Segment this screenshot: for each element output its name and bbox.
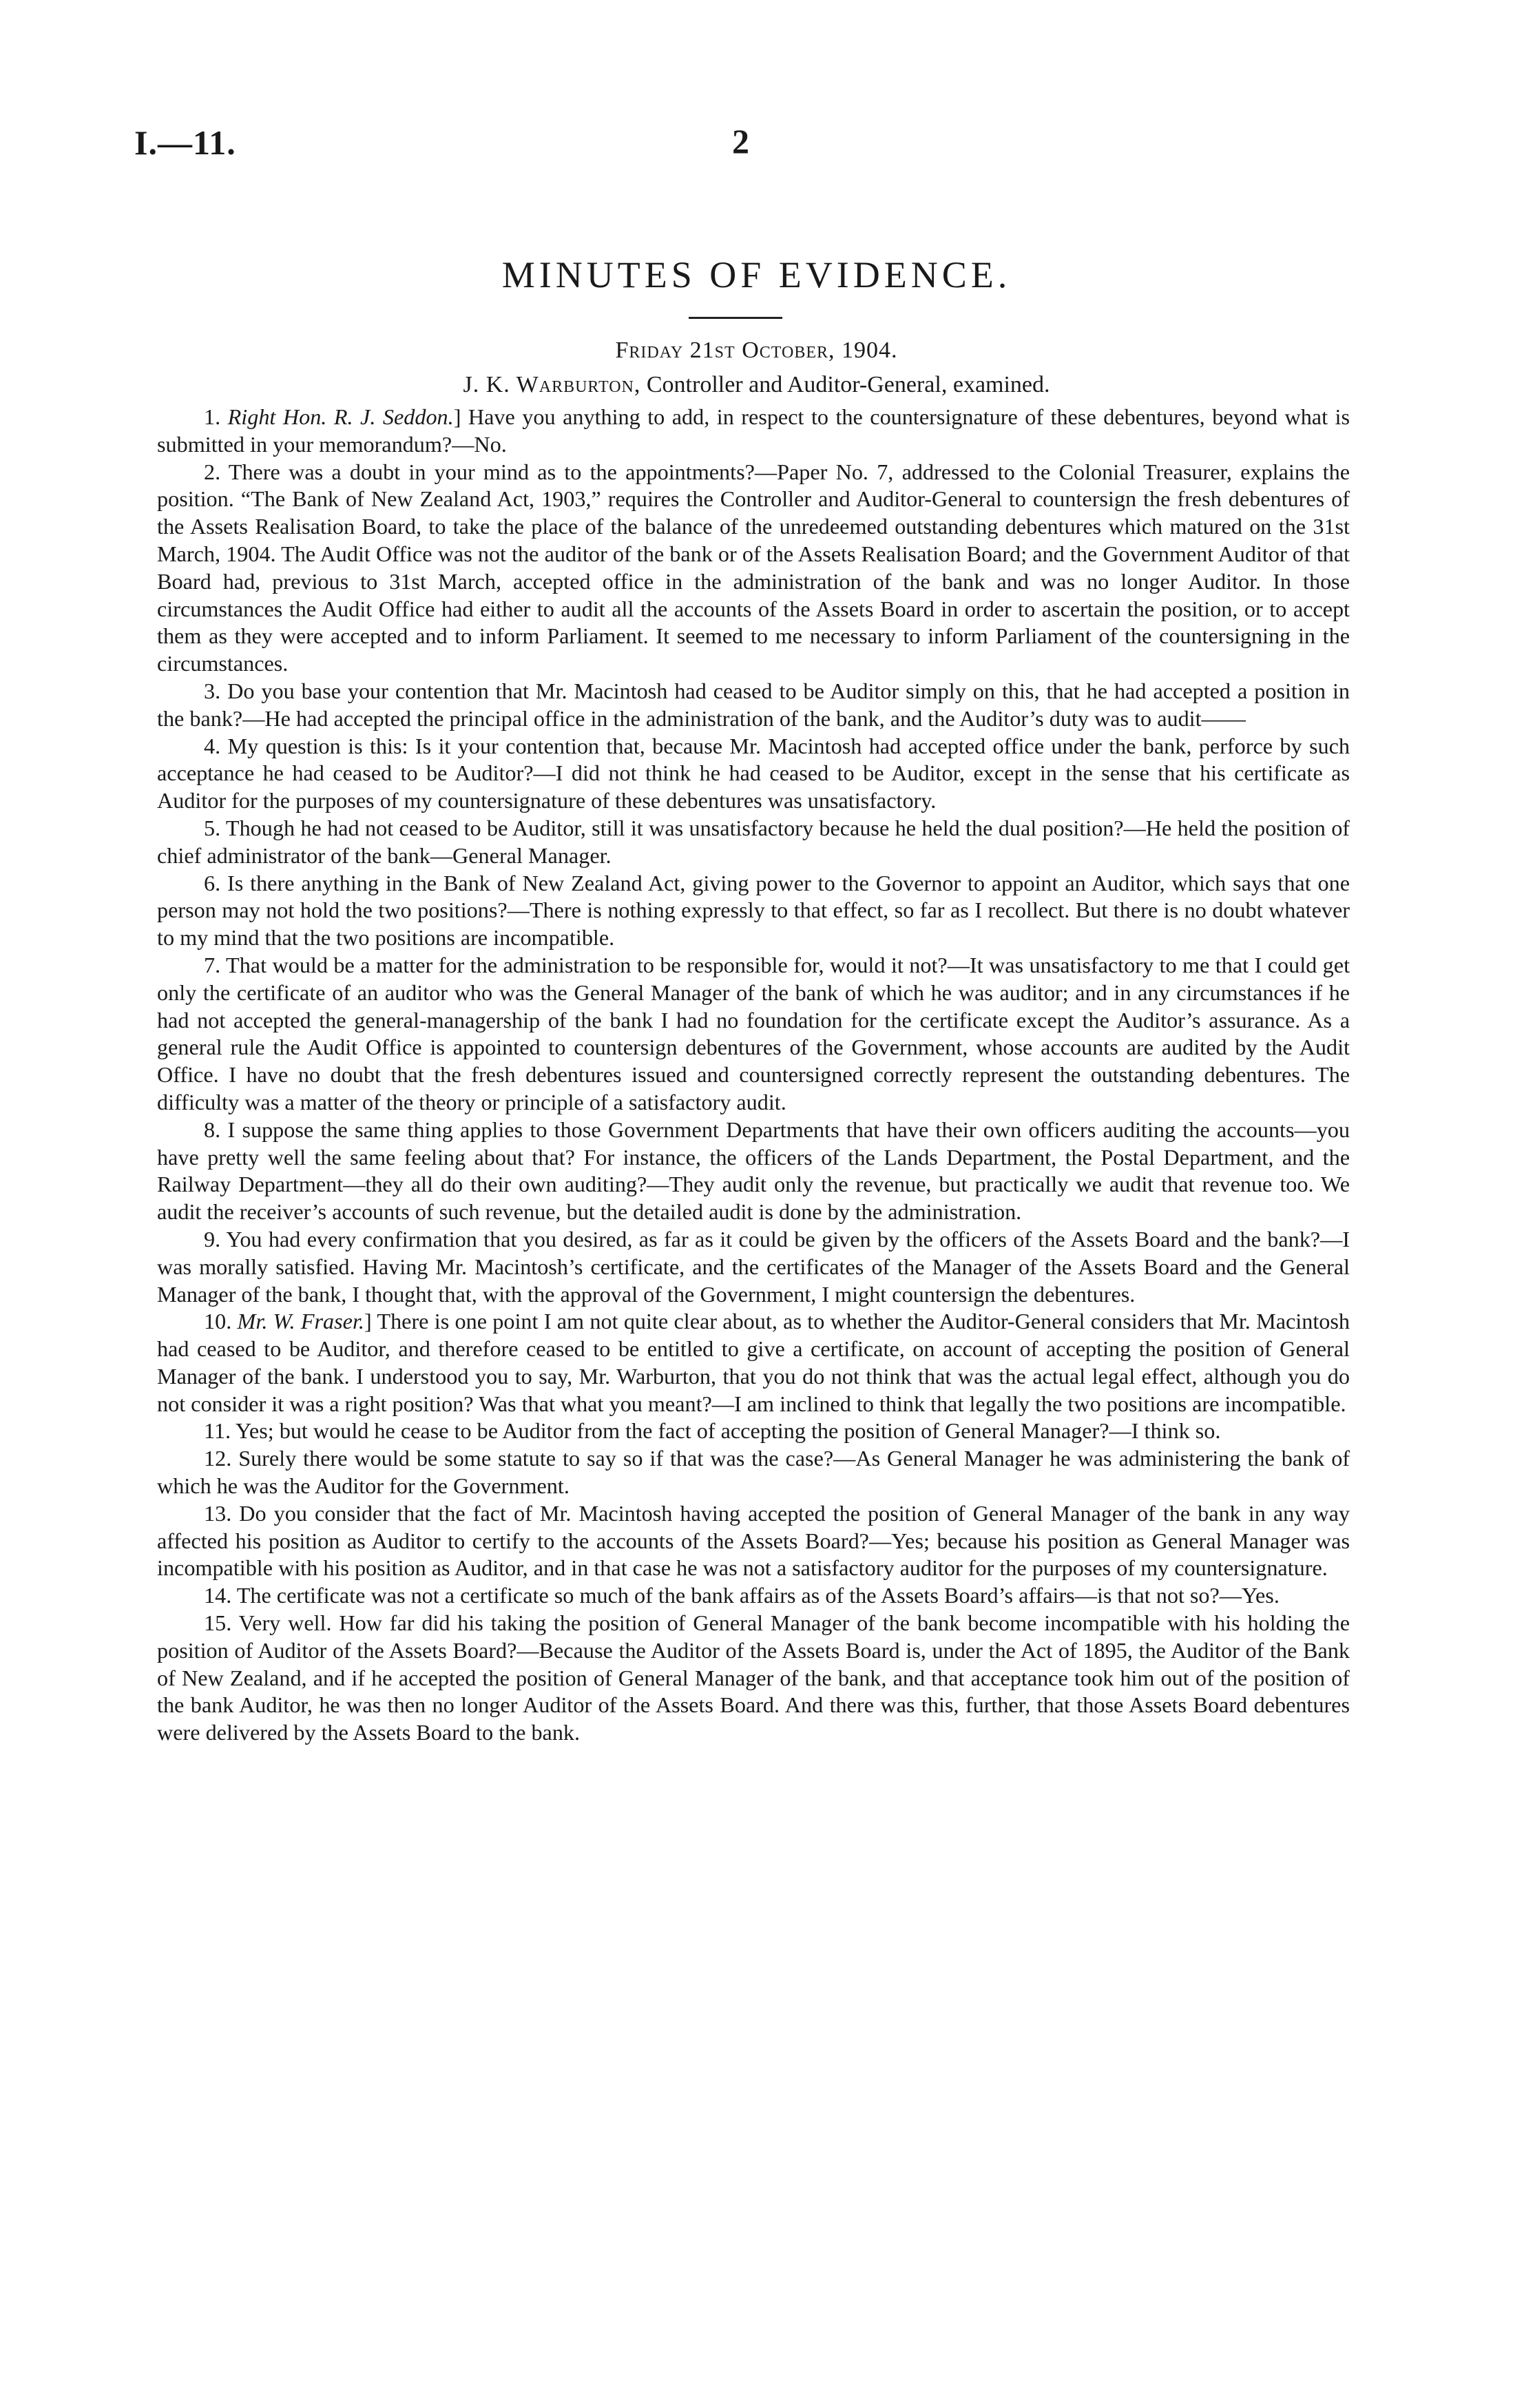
question-paragraph [157,1117,1350,1226]
paragraph-text: Surely there would be some statute to say so if that was the case?—As General Manager he was administering the bank of which he was the Auditor for the Government. [157,1446,1350,1499]
paragraph-text: My question is this: Is it your contention that, because Mr. Macintosh had accepted office under the bank, perforce by such acceptance he had ceased to be Auditor?—I did not think he had ceased to be Auditor, except in the sense that his certificate as Auditor for the purposes of my countersignature of these debentures was unsatisfactory. [157,733,1350,813]
question-number: 12. [204,1446,232,1471]
paragraph-text: I suppose the same thing applies to those Government Departments that have their own officers auditing the accounts—you have pretty well the same feeling about that? For instance, the officers of the Lands Department, the Postal Department, and the Railway Department—they all do their own auditing?—They audit only the revenue, but practically we audit that revenue too. We audit the receiver’s accounts of such revenue, but the detailed audit is done by the administration. [157,1117,1350,1225]
question-paragraph [157,1226,1350,1308]
question-number: 6. [204,870,221,895]
question-paragraph [157,678,1350,733]
paragraph-text: Very well. How far did his taking the position of General Manager of the bank become incompatible with his holding the position of Auditor of the Assets Board?—Because the Auditor of the Assets Board is, under the Act of 1895, the Auditor of the Bank of New Zealand, and if he accepted the position of General Manager of the bank, and that acceptance took him out of the position of the bank Auditor, he was then no longer Auditor of the Assets Board. And there was this, further, that those Assets Board debentures were delivered by the Assets Board to the bank. [157,1610,1350,1745]
question-paragraph [157,733,1350,815]
witness-line [0,372,1513,398]
witness-name: J. K. Warburton, [463,372,641,397]
question-paragraph [157,815,1350,870]
document-title: MINUTES OF EVIDENCE. [501,254,1012,295]
witness-description: Controller and Auditor-General, examined. [640,372,1050,397]
question-number: 3. [204,678,221,703]
question-paragraph [157,1500,1350,1582]
paragraph-text: Yes; but would he cease to be Auditor from the fact of accepting the position of General Manager?—I think so. [235,1418,1221,1444]
question-paragraph [157,1308,1350,1418]
question-number: 10. [204,1309,232,1334]
question-number: 5. [204,815,221,840]
question-number: 15. [204,1610,232,1636]
page-reference: I.—11. [134,123,236,162]
question-paragraph [157,1445,1350,1500]
paragraph-text: That would be a matter for the administration to be responsible for, would it not?—It was unsatisfactory to me that I could get only the certificate of an auditor who was the General Manager of the bank of which he was auditor; and in any circumstances if he had not accepted the general-managership of the bank I had no foundation for the certificate except the Auditor’s assurance. As a general rule the Audit Office is appointed to countersign debentures of the Government, whose accounts are audited by the Audit Office. I have no doubt that the fresh debentures issued and countersigned correctly represent the outstanding debentures. The difficulty was a matter of the theory or principle of a satisfactory audit. [157,952,1350,1114]
question-number: 2. [204,459,221,484]
page-number: 2 [732,122,749,160]
paragraph-text: There was a doubt in your mind as to the appointments?—Paper No. 7, addressed to the Colonial Treasurer, explains the position. “The Bank of New Zealand Act, 1903,” requires the Controller and Auditor-General to countersign the fresh debentures of the Assets Realisation Board, to take the place of the balance of the unredeemed outstanding debentures which matured on the 31st March, 1904. The Audit Office was not the auditor of the bank or of the Assets Realisation Board; and the Government Auditor of that Board had, previous to 31st March, accepted office in the administration of the bank and was no longer Auditor. In those circumstances the Audit Office had either to audit all the accounts of the Assets Board in order to ascertain the position, or to accept them as they were accepted and to inform Parliament. It seemed to me necessary to inform Parliament of the countersigning in the circumstances. [157,459,1350,676]
speaker-name: Mr. W. Fraser. [237,1309,364,1334]
question-paragraph [157,1582,1350,1610]
paragraph-text: ] Have you anything to add, in respect to the countersignature of these debentures, beyond what is submitted in your memorandum?—No. [157,404,1350,457]
question-number: 14. [204,1583,232,1608]
question-number: 7. [204,952,221,977]
paragraph-text: Do you base your contention that Mr. Macintosh had ceased to be Auditor simply on this, that he had accepted a position in the bank?—He had accepted the principal office in the administration of the bank, and the Auditor’s duty was to audit—— [157,678,1350,731]
evidence-body [157,404,1350,1747]
question-number: 9. [204,1226,221,1252]
paragraph-text: ] There is one point I am not quite clear about, as to whether the Auditor-General considers that Mr. Macintosh had ceased to be Auditor, and therefore ceased to be entitled to give a certificate, on account of accepting the position of General Manager of the bank. I understood you to say, Mr. Warburton, that you do not think that was the actual legal effect, although you do not consider it was a right position? Was that what you meant?—I am inclined to think that legally the two positions are incompatible. [157,1309,1350,1416]
paragraph-text: You had every confirmation that you desired, as far as it could be given by the officers of the Assets Board and the bank?—I was morally satisfied. Having Mr. Macintosh’s certificate, and the certificates of the Manager of the Assets Board and the General Manager of the bank, I thought that, with the approval of the Government, I might countersign the debentures. [157,1226,1350,1307]
question-paragraph [157,1610,1350,1747]
question-number: 4. [204,733,221,758]
question-paragraph [157,459,1350,678]
question-number: 13. [204,1500,232,1526]
question-paragraph [157,952,1350,1117]
speaker-name: Right Hon. R. J. Seddon. [227,404,454,429]
paragraph-text: The certificate was not a certificate so much of the bank affairs as of the Assets Board’s affairs—is that not so?—Yes. [236,1583,1280,1608]
paragraph-text: Do you consider that the fact of Mr. Macintosh having accepted the position of General Manager of the bank in any way affected his position as Auditor to certify to the accounts of the Assets Board?—Yes; because his position as General Manager was incompatible with his position as Auditor, and in that case he was not a satisfactory auditor for the purposes of my countersignature. [157,1500,1350,1581]
question-paragraph [157,1418,1350,1445]
date-line: Friday 21st October, 1904. [615,338,898,363]
question-paragraph [157,404,1350,459]
question-paragraph [157,870,1350,952]
paragraph-text: Is there anything in the Bank of New Zealand Act, giving power to the Governor to appoint an Auditor, which says that one person may not hold the two positions?—There is nothing expressly to that effect, so far as I recollect. But there is no doubt whatever to my mind that the two positions are incompatible. [157,870,1350,951]
paragraph-text: Though he had not ceased to be Auditor, still it was unsatisfactory because he held the dual position?—He held the position of chief administrator of the bank—General Manager. [157,815,1350,868]
question-number: 11. [204,1418,231,1444]
title-divider [689,317,782,319]
question-number: 1. [204,404,221,429]
question-number: 8. [204,1117,221,1142]
